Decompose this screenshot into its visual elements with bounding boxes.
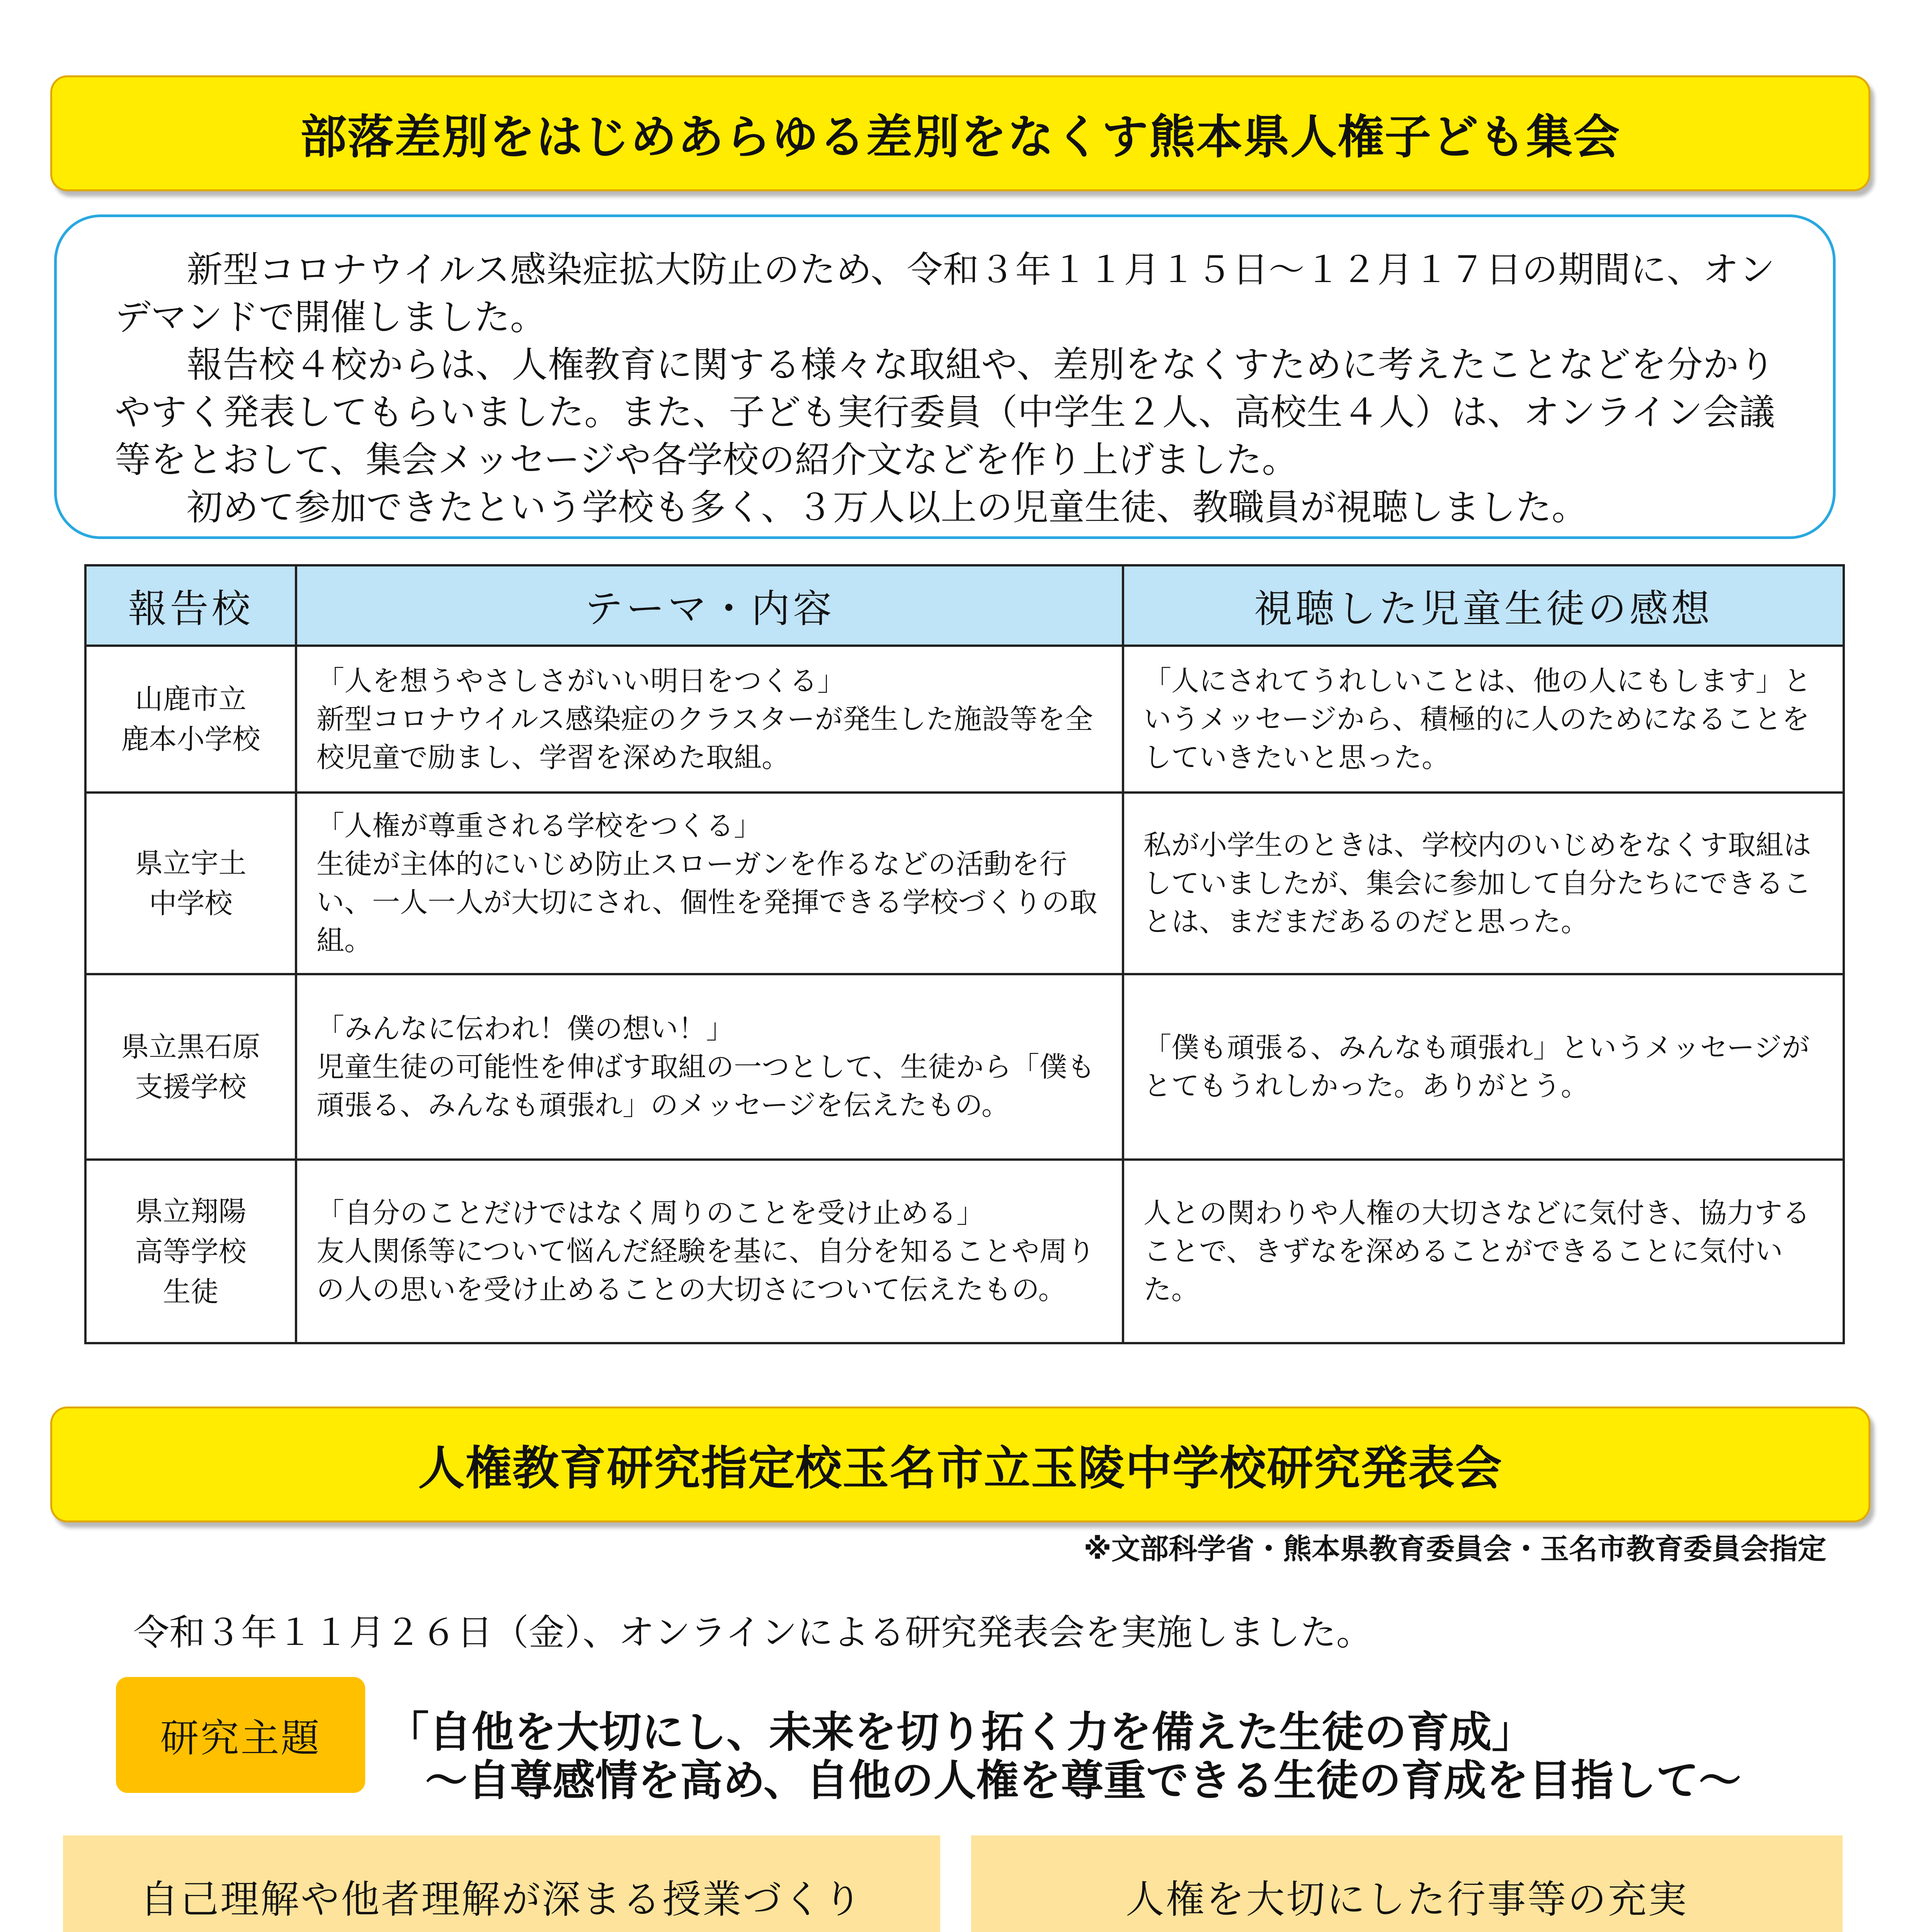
section1-title: 部落差別をはじめあらゆる差別をなくす熊本県人権子ども集会	[50, 75, 1870, 191]
impression-cell: 「人にされてうれしいことは、他の人にもします」というメッセージから、積極的に人のためになることをしていきたいと思った。	[1123, 646, 1844, 793]
intro-paragraph: 報告校４校からは、人権教育に関する様々な取組や、差別をなくすために考えたことなどを分かりやすく発表してもらいました。また、子ども実行委員（中学生２人、高校生４人）は、オンライン会議等をとおして、集会メッセージや各学校の紹介文などを作り上げました。	[115, 344, 1775, 481]
theme-cell	[296, 646, 1123, 793]
impression-cell: 私が小学生のときは、学校内のいじめをなくす取組はしていましたが、集会に参加して自分たちにできることは、まだまだあるのだと思った。	[1123, 793, 1844, 974]
theme-title: 「人権が尊重される学校をつくる」	[316, 810, 762, 842]
topic-label: 研究主題	[116, 1677, 365, 1793]
header-impression: 視聴した児童生徒の感想	[1123, 565, 1844, 646]
impression-cell: 人との関わりや人権の大切さなどに気付き、協力することで、きずなを深めることができることに気付いた。	[1123, 1160, 1844, 1343]
panel-lessons	[63, 1835, 940, 1932]
theme-content: 生徒が主体的にいじめ防止スローガンを作るなどの活動を行い、一人一人が大切にされ、個性を発揮できる学校づくりの取組。	[316, 848, 1098, 957]
theme-cell	[296, 974, 1123, 1160]
report-table	[84, 564, 1845, 1344]
table-row	[85, 974, 1844, 1160]
table-row	[85, 646, 1844, 793]
header-school: 報告校	[85, 565, 296, 646]
theme-content: 友人関係等について悩んだ経験を基に、自分を知ることや周りの人の思いを受け止めることの大切さについて伝えたもの。	[316, 1235, 1095, 1306]
theme-title: 「みんなに伝われ！僕の想い！」	[316, 1012, 734, 1045]
intro-paragraph: 初めて参加できたという学校も多く、３万人以上の児童生徒、教職員が視聴しました。	[187, 486, 1588, 528]
topic-sub: ～自尊感情を高め、自他の人権を尊重できる生徒の育成を目指して～	[425, 1756, 1741, 1805]
school-cell: 県立宇土 中学校	[85, 793, 296, 974]
header-theme: テーマ・内容	[296, 565, 1123, 646]
intro-box	[54, 214, 1836, 539]
topic-main: 「自他を大切にし、未来を切り拓く力を備えた生徒の育成」	[386, 1708, 1534, 1757]
section2-title: 人権教育研究指定校玉名市立玉陵中学校研究発表会	[50, 1406, 1870, 1522]
school-cell: 県立黒石原 支援学校	[85, 974, 296, 1160]
designation-note: ※文部科学省・熊本県教育委員会・玉名市教育委員会指定	[1084, 1532, 1826, 1566]
theme-content: 新型コロナウイルス感染症のクラスターが発生した施設等を全校児童で励まし、学習を深めた取組。	[316, 702, 1093, 774]
panel-title: 自己理解や他者理解が深まる授業づくり	[140, 1877, 863, 1922]
table-row	[85, 1160, 1844, 1343]
theme-content: 児童生徒の可能性を伸ばす取組の一つとして、生徒から「僕も頑張る、みんなも頑張れ」のメッセージを伝えたもの。	[316, 1050, 1095, 1121]
theme-title: 「人を想うやさしさがいい明日をつくる」	[316, 664, 846, 697]
school-cell: 山鹿市立 鹿本小学校	[85, 646, 296, 793]
school-cell: 県立翔陽 高等学校 生徒	[85, 1160, 296, 1343]
impression-cell: 「僕も頑張る、みんなも頑張れ」というメッセージがとてもうれしかった。ありがとう。	[1123, 974, 1844, 1160]
theme-title: 「自分のことだけではなく周りのことを受け止める」	[316, 1197, 985, 1229]
theme-cell	[296, 1160, 1123, 1343]
date-line: 令和３年１１月２６日（金）、オンラインによる研究発表会を実施しました。	[133, 1612, 1372, 1653]
table-row	[85, 793, 1844, 974]
theme-cell	[296, 793, 1123, 974]
intro-paragraph: 新型コロナウイルス感染症拡大防止のため、令和３年１１月１５日～１２月１７日の期間に、オンデマンドで開催しました。	[115, 249, 1775, 338]
panel-title: 人権を大切にした行事等の充実	[1125, 1877, 1688, 1922]
panel-events	[971, 1835, 1843, 1932]
